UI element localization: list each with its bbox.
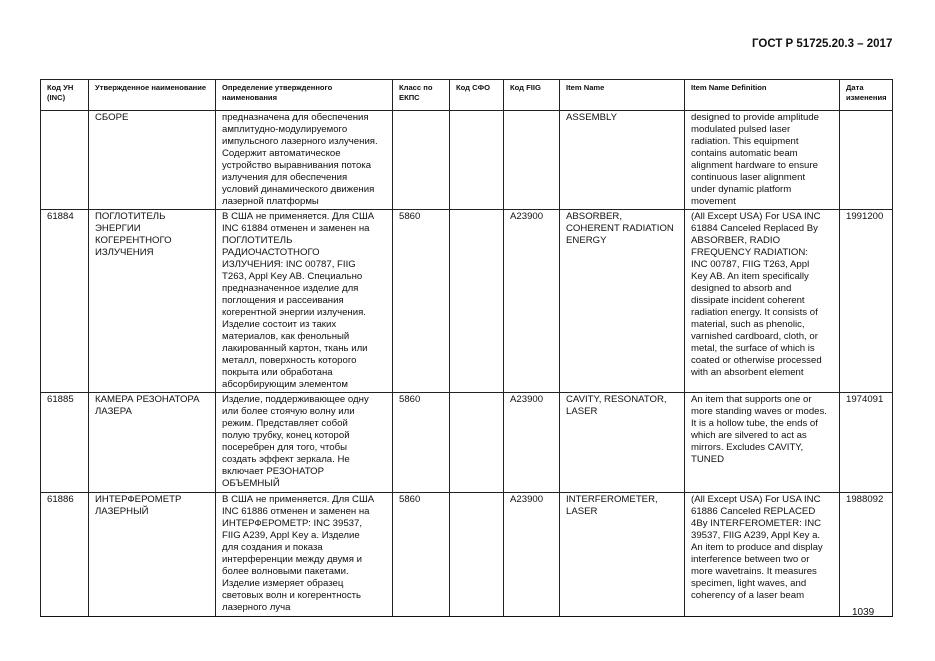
cell-fiig: A23900 <box>504 210 560 393</box>
cell-date <box>840 111 893 210</box>
cell-class <box>393 111 450 210</box>
cell-sfo <box>450 393 504 493</box>
cell-approved-name: СБОРЕ <box>89 111 216 210</box>
table-row <box>41 111 893 210</box>
cell-class: 5860 <box>393 393 450 493</box>
cell-approved-name: ПОГЛОТИТЕЛЬ ЭНЕРГИИ КОГЕРЕНТНОГО ИЗЛУЧЕНИЯ <box>89 210 216 393</box>
table-row <box>41 393 893 493</box>
column-header-approved-name: Утвержденное наименование <box>89 80 216 111</box>
cell-definition: Изделие, поддерживающее одну или более стоячую волну или режим. Представляет собой полую трубку, конец которой посеребрен для того, чтобы создать эффект зеркала. Не включает РЕЗОНАТОР ОБЪЕМНЫЙ <box>216 393 393 493</box>
cell-item-name: INTERFEROMETER, LASER <box>560 493 685 617</box>
cell-item-definition: designed to provide amplitude modulated pulsed laser radiation. This equipment contains automatic beam alignment hardware to ensure continuous laser alignment under dynamic platform movement <box>685 111 840 210</box>
table-row <box>41 210 893 393</box>
cell-class: 5860 <box>393 210 450 393</box>
table-header-row <box>41 80 893 111</box>
cell-definition: предназначена для обеспечения амплитудно-модулируемого импульсного лазерного излучения. Содержит автоматическое устройство выравнивания потока излучения для обеспечения условий динамического движения лазерной платформы <box>216 111 393 210</box>
cell-item-name: CAVITY, RESONATOR, LASER <box>560 393 685 493</box>
catalog-table <box>40 79 893 617</box>
cell-fiig <box>504 111 560 210</box>
cell-item-name: ASSEMBLY <box>560 111 685 210</box>
column-header-sfo: Код СФО <box>450 80 504 111</box>
cell-class: 5860 <box>393 493 450 617</box>
cell-inc: 61886 <box>41 493 89 617</box>
column-header-class: Класс по ЕКПС <box>393 80 450 111</box>
column-header-inc: Код УН (INC) <box>41 80 89 111</box>
cell-inc: 61885 <box>41 393 89 493</box>
cell-item-definition: (All Except USA) For USA INC 61884 Canceled Replaced By ABSORBER, RADIO FREQUENCY RADIATION: INC 00787, FIIG T263, Appl Key AB. An item specifically designed to absorb and dissipate incident coherent radiation energy. It consists of material, such as phenolic, varnished cardboard, cloth, or metal, the surface of which is coated or otherwise processed with an absorbent element <box>685 210 840 393</box>
document-header: ГОСТ Р 51725.20.3 – 2017 <box>752 38 893 50</box>
cell-fiig: A23900 <box>504 493 560 617</box>
cell-inc <box>41 111 89 210</box>
cell-date: 1991200 <box>840 210 893 393</box>
cell-inc: 61884 <box>41 210 89 393</box>
cell-definition: В США не применяется. Для США INC 61884 отменен и заменен на ПОГЛОТИТЕЛЬ РАДИОЧАСТОТНОГО ИЗЛУЧЕНИЯ: INC 00787, FIIG T263, Appl Key AB. Специально предназначенное изделие для поглощения и рассеивания когерентной энергии излучения. Изделие состоит из таких материалов, как фенольный лакированный картон, ткань или металл, поверхность которого покрыта или обработана абсорбирующим элементом <box>216 210 393 393</box>
cell-date: 1988092 <box>840 493 893 617</box>
table-row <box>41 493 893 617</box>
column-header-item-name: Item Name <box>560 80 685 111</box>
cell-item-name: ABSORBER, COHERENT RADIATION ENERGY <box>560 210 685 393</box>
cell-item-definition: (All Except USA) For USA INC 61886 Canceled REPLACED 4By INTERFEROMETER: INC 39537, FIIG A239, Appl Key a. An item to produce and display interference between two or more wavetrains. It measures specimen, light waves, and coherency of a laser beam <box>685 493 840 617</box>
page-number: 1039 <box>852 607 875 618</box>
column-header-item-definition: Item Name Definition <box>685 80 840 111</box>
column-header-definition: Определение утвержденного наименования <box>216 80 393 111</box>
column-header-fiig: Код FIIG <box>504 80 560 111</box>
cell-sfo <box>450 210 504 393</box>
cell-fiig: A23900 <box>504 393 560 493</box>
cell-definition: В США не применяется. Для США INC 61886 отменен и заменен на ИНТЕРФЕРОМЕТР: INC 39537, FIIG A239, Appl Key a. Изделие для создания и показа интерференции между двумя и более волновыми пакетами. Изделие измеряет образец световых волн и когерентность лазерного луча <box>216 493 393 617</box>
cell-approved-name: ИНТЕРФЕРОМЕТР ЛАЗЕРНЫЙ <box>89 493 216 617</box>
column-header-date: Дата изменения <box>840 80 893 111</box>
cell-date: 1974091 <box>840 393 893 493</box>
cell-sfo <box>450 111 504 210</box>
cell-item-definition: An item that supports one or more standing waves or modes. It is a hollow tube, the ends of which are silvered to act as mirrors. Excludes CAVITY, TUNED <box>685 393 840 493</box>
cell-sfo <box>450 493 504 617</box>
cell-approved-name: КАМЕРА РЕЗОНАТОРА ЛАЗЕРА <box>89 393 216 493</box>
